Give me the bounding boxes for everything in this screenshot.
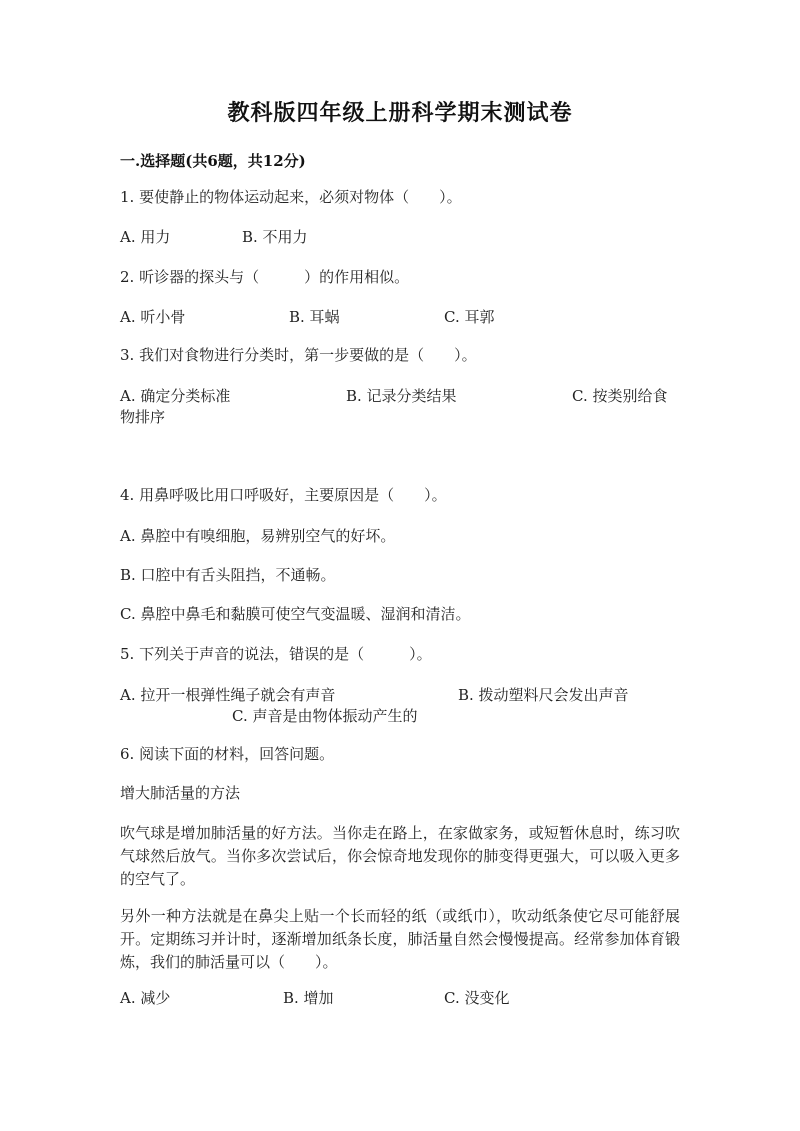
question-3-option-c: C. 按类别给食	[572, 387, 668, 405]
page-title: 教科版四年级上册科学期末测试卷	[227, 100, 573, 126]
question-1-option-b: B. 不用力	[242, 228, 308, 246]
question-6-option-c: C. 没变化	[444, 989, 510, 1007]
question-6-option-a: A. 减少	[120, 989, 171, 1007]
question-1-option-a: A. 用力	[120, 228, 171, 246]
section-heading: 一.选择题(共6题，共12分)	[120, 152, 306, 170]
question-4-option-b: B. 口腔中有舌头阻挡，不通畅。	[120, 566, 336, 584]
question-1-stem: 1. 要使静止的物体运动起来，必须对物体（ ）。	[120, 188, 462, 206]
question-3-option-c-wrap: 物排序	[120, 408, 166, 426]
question-6-option-b: B. 增加	[283, 989, 334, 1007]
question-2-stem: 2. 听诊器的探头与（ ）的作用相似。	[120, 268, 410, 286]
question-3-stem: 3. 我们对食物进行分类时，第一步要做的是（ ）。	[120, 346, 477, 364]
question-3-option-b: B. 记录分类结果	[346, 387, 457, 405]
question-5-option-c: C. 声音是由物体振动产生的	[232, 707, 418, 725]
question-2-option-b: B. 耳蜗	[289, 308, 340, 326]
question-2-option-c: C. 耳郭	[444, 308, 495, 326]
passage-paragraph-2: 另外一种方法就是在鼻尖上贴一个长而轻的纸（或纸巾），吹动纸条使它尽可能舒展开。定期练习并计时，逐渐增加纸条长度，肺活量自然会慢慢提高。经常参加体育锻炼，我们的肺活量可以（ ）。	[120, 907, 680, 971]
question-2-option-a: A. 听小骨	[120, 308, 186, 326]
question-4-option-a: A. 鼻腔中有嗅细胞，易辨别空气的好坏。	[120, 527, 396, 545]
question-3-option-a: A. 确定分类标准	[120, 387, 231, 405]
passage-title: 增大肺活量的方法	[120, 784, 241, 802]
question-5-option-b: B. 拨动塑料尺会发出声音	[458, 686, 629, 704]
question-5-option-a: A. 拉开一根弹性绳子就会有声音	[120, 686, 336, 704]
passage-paragraph-1: 吹气球是增加肺活量的好方法。当你走在路上，在家做家务，或短暂休息时，练习吹气球然后放气。当你多次尝试后，你会惊奇地发现你的肺变得更强大，可以吸入更多的空气了。	[120, 824, 680, 888]
question-4-option-c: C. 鼻腔中鼻毛和黏膜可使空气变温暖、湿润和清洁。	[120, 605, 471, 623]
question-5-stem: 5. 下列关于声音的说法，错误的是（ ）。	[120, 645, 432, 663]
question-6-stem: 6. 阅读下面的材料，回答问题。	[120, 745, 335, 763]
question-4-stem: 4. 用鼻呼吸比用口呼吸好，主要原因是（ ）。	[120, 486, 447, 504]
